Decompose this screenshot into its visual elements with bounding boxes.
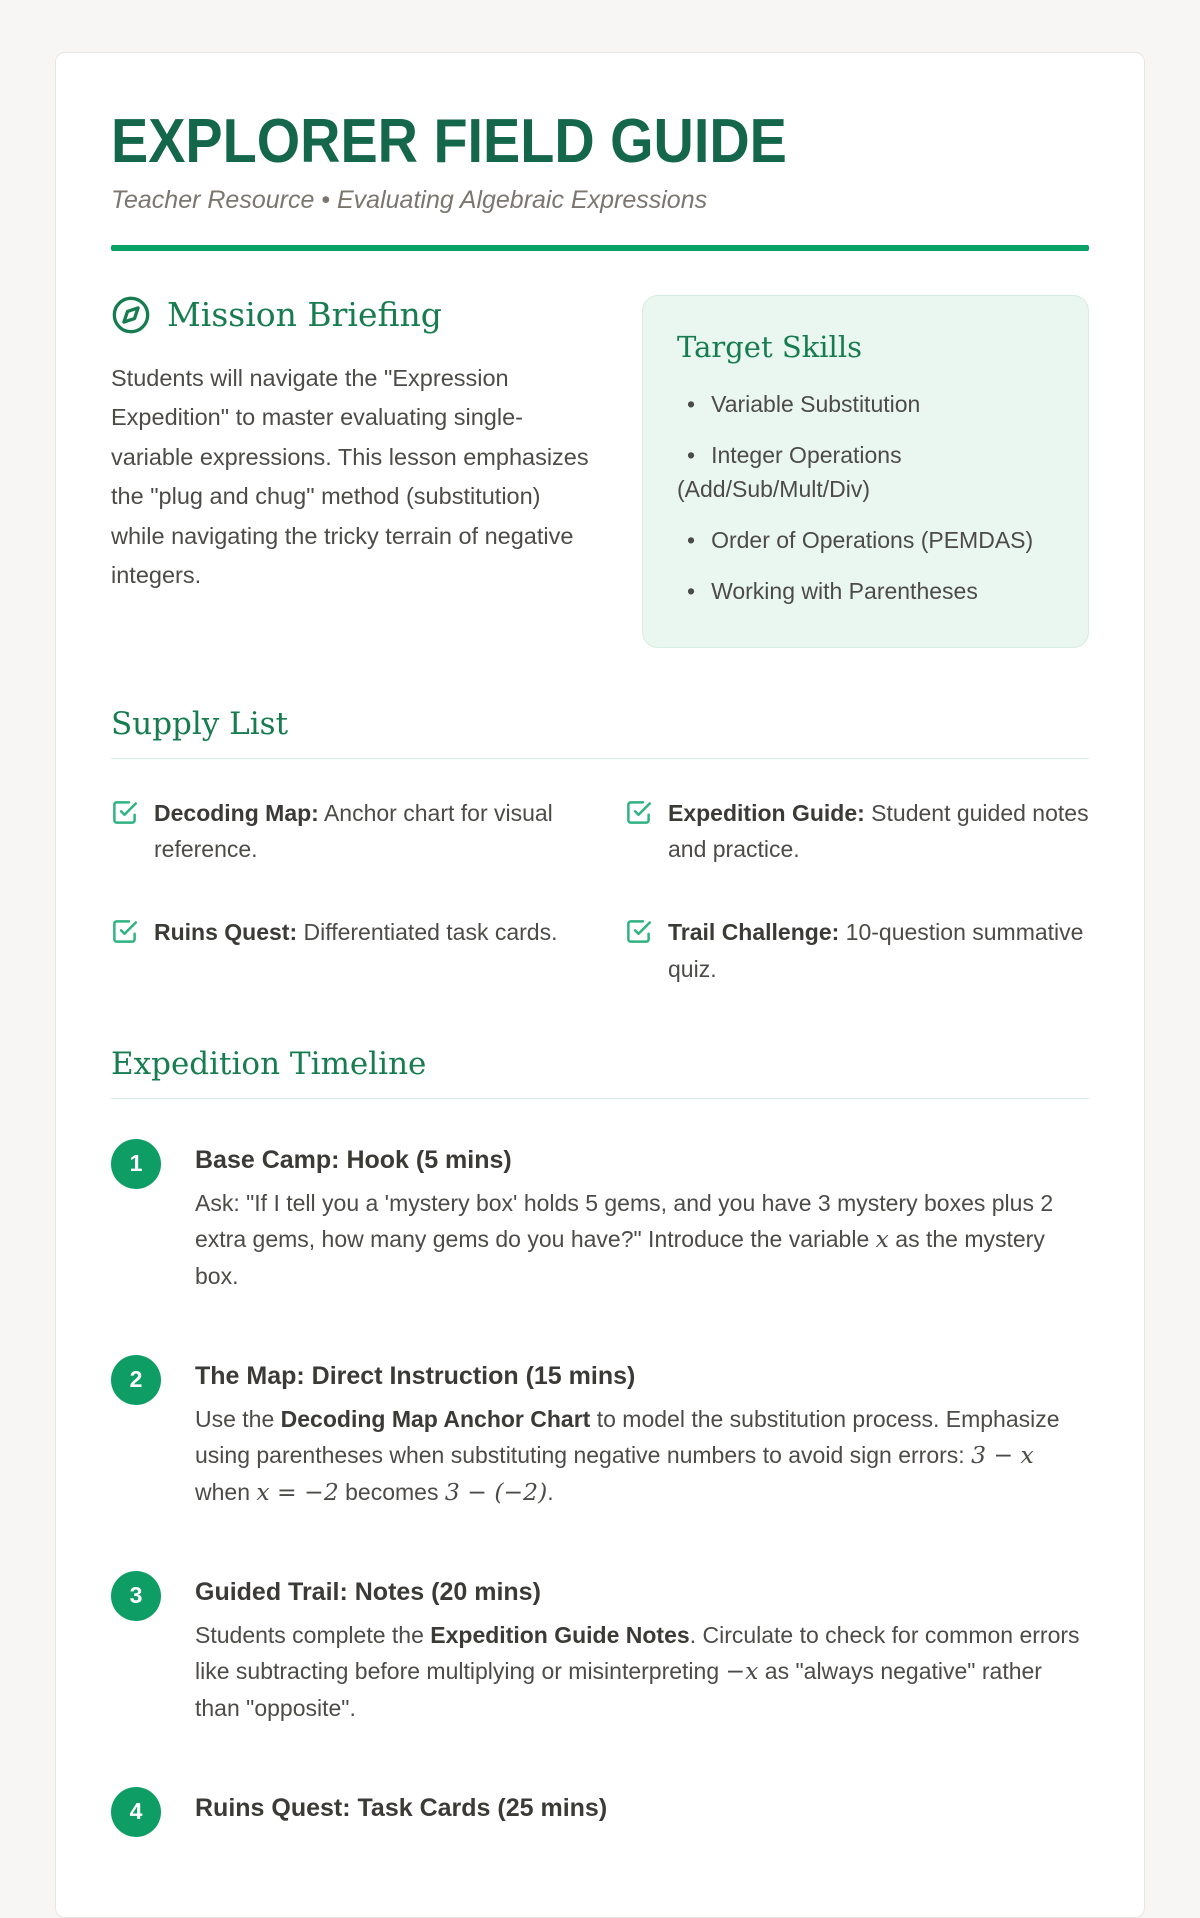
timeline-step xyxy=(111,1787,1089,1837)
step-number-badge: 2 xyxy=(111,1355,161,1405)
supply-item-desc: Anchor chart for visual reference. xyxy=(154,799,553,863)
bullet-dot-icon: • xyxy=(687,526,696,553)
timeline-step xyxy=(111,1139,1089,1295)
supply-item-text xyxy=(668,795,1089,869)
page-title: EXPLORER FIELD GUIDE xyxy=(111,107,787,176)
supply-item xyxy=(625,914,1089,988)
mission-briefing-section xyxy=(111,295,594,596)
supply-item-text xyxy=(668,914,1089,988)
supply-item-desc: Differentiated task cards. xyxy=(303,919,558,946)
skill-item-label: Variable Substitution xyxy=(711,390,921,417)
bullet-dot-icon: • xyxy=(687,442,696,469)
supply-grid xyxy=(111,795,1089,988)
supply-item-label: Decoding Map: xyxy=(154,799,319,826)
step-title: The Map: Direct Instruction (15 mins) xyxy=(195,1361,636,1390)
check-square-icon xyxy=(111,799,138,826)
check-square-icon xyxy=(625,918,652,945)
page-subtitle: Teacher Resource • Evaluating Algebraic Expressions xyxy=(111,185,708,214)
document-card xyxy=(55,52,1145,1918)
expedition-timeline-heading: Expedition Timeline xyxy=(111,1046,1089,1099)
timeline-steps xyxy=(111,1139,1089,1837)
step-title: Guided Trail: Notes (20 mins) xyxy=(195,1577,541,1606)
expedition-timeline-section xyxy=(111,1046,1089,1837)
timeline-step xyxy=(111,1355,1089,1511)
bullet-dot-icon: • xyxy=(687,390,696,417)
step-number-badge: 3 xyxy=(111,1571,161,1621)
mission-briefing-heading: Mission Briefing xyxy=(167,295,442,335)
step-text: Use the Decoding Map Anchor Chart to model the substitution process. Emphasize using parentheses when substituting negative numbers to avoid sign errors: 3 − x when x = −2 becomes 3 − (−2). xyxy=(195,1405,1060,1506)
bullet-dot-icon: • xyxy=(687,578,696,605)
briefing-row xyxy=(111,295,1089,648)
skill-item xyxy=(677,575,1054,608)
supply-item-label: Trail Challenge: xyxy=(668,919,840,946)
supply-item-text xyxy=(154,795,575,869)
supply-item-label: Ruins Quest: xyxy=(154,919,298,946)
skill-item-label: Order of Operations (PEMDAS) xyxy=(711,526,1034,553)
supply-item xyxy=(111,795,575,869)
step-text: Ask: "If I tell you a 'mystery box' holds 5 gems, and you have 3 mystery boxes plus 2 extra gems, how many gems do you have?" Introduce the variable x as the mystery box. xyxy=(195,1189,1054,1290)
timeline-step xyxy=(111,1571,1089,1727)
mission-briefing-header xyxy=(111,295,594,335)
check-square-icon xyxy=(111,918,138,945)
supply-item-desc: 10-question summative quiz. xyxy=(668,919,1084,982)
skill-item xyxy=(677,388,1054,421)
step-number-badge: 4 xyxy=(111,1787,161,1837)
step-title: Base Camp: Hook (5 mins) xyxy=(195,1145,512,1174)
skill-item xyxy=(677,524,1054,557)
supply-item xyxy=(625,795,1089,869)
supply-item-label: Expedition Guide: xyxy=(668,799,865,826)
target-skills-list xyxy=(677,388,1054,609)
supply-item-text xyxy=(154,914,558,951)
header-divider xyxy=(111,245,1089,251)
step-content xyxy=(195,1355,1089,1511)
target-skills-heading: Target Skills xyxy=(677,329,862,364)
skill-item-label: Integer Operations (Add/Sub/Mult/Div) xyxy=(677,442,902,502)
step-content xyxy=(195,1571,1089,1727)
skill-item-label: Working with Parentheses xyxy=(711,578,978,605)
step-number-badge: 1 xyxy=(111,1139,161,1189)
mission-briefing-text: Students will navigate the "Expression Expedition" to master evaluating single-variable expressions. This lesson emphasizes the "plug and chug" method (substitution) while navigating the tricky terrain of negative integers. xyxy=(111,364,589,589)
supply-item-desc: Student guided notes and practice. xyxy=(668,799,1089,863)
check-square-icon xyxy=(625,799,652,826)
supply-item xyxy=(111,914,575,988)
supply-list-heading: Supply List xyxy=(111,706,1089,759)
supply-list-section xyxy=(111,706,1089,988)
step-text: Students complete the Expedition Guide Notes. Circulate to check for common errors like subtracting before multiplying or misinterpreting −x as "always negative" rather than "opposite". xyxy=(195,1621,1080,1722)
skill-item xyxy=(677,439,1054,506)
target-skills-panel xyxy=(642,295,1089,648)
step-content xyxy=(195,1787,1089,1837)
compass-icon xyxy=(111,295,151,335)
step-title: Ruins Quest: Task Cards (25 mins) xyxy=(195,1793,608,1822)
step-content xyxy=(195,1139,1089,1295)
